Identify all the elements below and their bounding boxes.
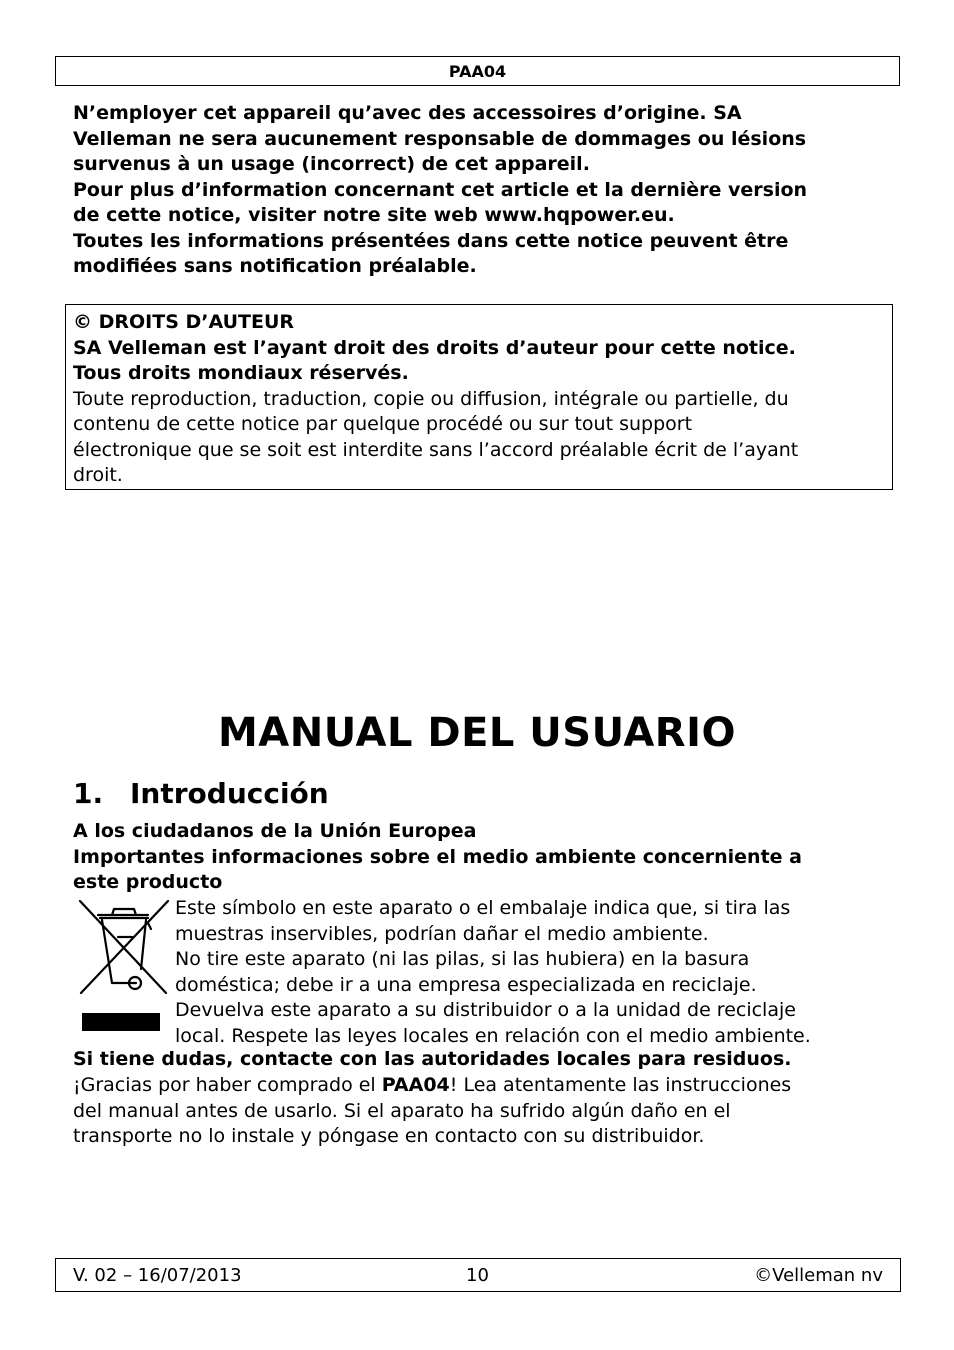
intro-line: Pour plus d’information concernant cet article et la dernière version: [73, 178, 808, 201]
section-number: 1.: [73, 777, 104, 810]
intro-line: Toutes les informations présentées dans cette notice peuvent être: [73, 229, 789, 252]
thanks-model: PAA04: [381, 1074, 450, 1096]
eu-heading: A los ciudadanos de la Unión Europea: [73, 820, 477, 842]
thanks-paragraph: [73, 1073, 893, 1150]
intro-line: survenus à un usage (incorrect) de cet appareil.: [73, 153, 590, 175]
intro-line: modifiées sans notification préalable.: [73, 255, 477, 277]
intro-line: de cette notice, visiter notre site web www.hqpower.eu.: [73, 204, 675, 226]
symbol-line: local. Respete las leyes locales en relación con el medio ambiente.: [175, 1024, 811, 1047]
footer-copyright: ©Velleman nv: [754, 1265, 883, 1286]
copyright-text-line: électronique que se soit est interdite sans l’accord préalable écrit de l’ayant: [73, 438, 799, 461]
model-code: PAA04: [448, 62, 507, 81]
intro-line: Velleman ne sera aucunement responsable de dommages ou lésions: [73, 127, 807, 150]
copyright-bold-line: Tous droits mondiaux réservés.: [73, 362, 409, 384]
thanks-line: transporte no lo instale y póngase en contacto con su distribuidor.: [73, 1125, 705, 1147]
env-heading-line: Importantes informaciones sobre el medio ambiente concerniente a: [73, 845, 802, 868]
symbol-line: muestras inservibles, podrían dañar el medio ambiente.: [175, 922, 709, 945]
thanks-first-line: [73, 1073, 893, 1099]
footer-page-number: 10: [466, 1265, 489, 1286]
copyright-heading: © DROITS D’AUTEUR: [73, 311, 295, 333]
copyright-text-line: droit.: [73, 464, 123, 486]
footer-version: V. 02 – 16/07/2013: [73, 1265, 242, 1286]
symbol-line: Este símbolo en este aparato o el embalaje indica que, si tira las: [175, 897, 791, 919]
section-title: Introducción: [130, 777, 329, 810]
intro-line: N’employer cet appareil qu’avec des accessoires d’origine. SA: [73, 102, 742, 124]
thanks-suffix: ! Lea atentamente las instrucciones: [449, 1074, 792, 1096]
symbol-line: doméstica; debe ir a una empresa especializada en reciclaje.: [175, 973, 757, 996]
crossed-out-wheelie-bin-icon: [78, 899, 170, 1035]
page-header: [55, 56, 900, 86]
page-footer: [55, 1258, 901, 1292]
copyright-box: [65, 304, 893, 490]
thanks-line: del manual antes de usarlo. Si el aparato ha sufrido algún daño en el: [73, 1099, 731, 1122]
copyright-text-line: contenu de cette notice par quelque procédé ou sur tout support: [73, 413, 693, 435]
copyright-bold-line: SA Velleman est l’ayant droit des droits d’auteur pour cette notice.: [73, 336, 796, 359]
symbol-line: Devuelva este aparato a su distribuidor o a la unidad de reciclaje: [175, 999, 796, 1021]
intro-notice-fr: [73, 101, 888, 280]
env-heading-line: este producto: [73, 871, 223, 893]
manual-title: MANUAL DEL USUARIO: [218, 710, 736, 756]
contact-notice: Si tiene dudas, contacte con las autoridades locales para residuos.: [73, 1048, 792, 1070]
weee-symbol-text: [175, 896, 890, 1049]
section-heading: [73, 774, 329, 814]
thanks-prefix: ¡Gracias por haber comprado el: [73, 1074, 382, 1096]
eu-notice: [73, 819, 883, 896]
copyright-text-line: Toute reproduction, traduction, copie ou diffusion, intégrale ou partielle, du: [73, 387, 789, 410]
symbol-line: No tire este aparato (ni las pilas, si las hubiera) en la basura: [175, 948, 750, 970]
